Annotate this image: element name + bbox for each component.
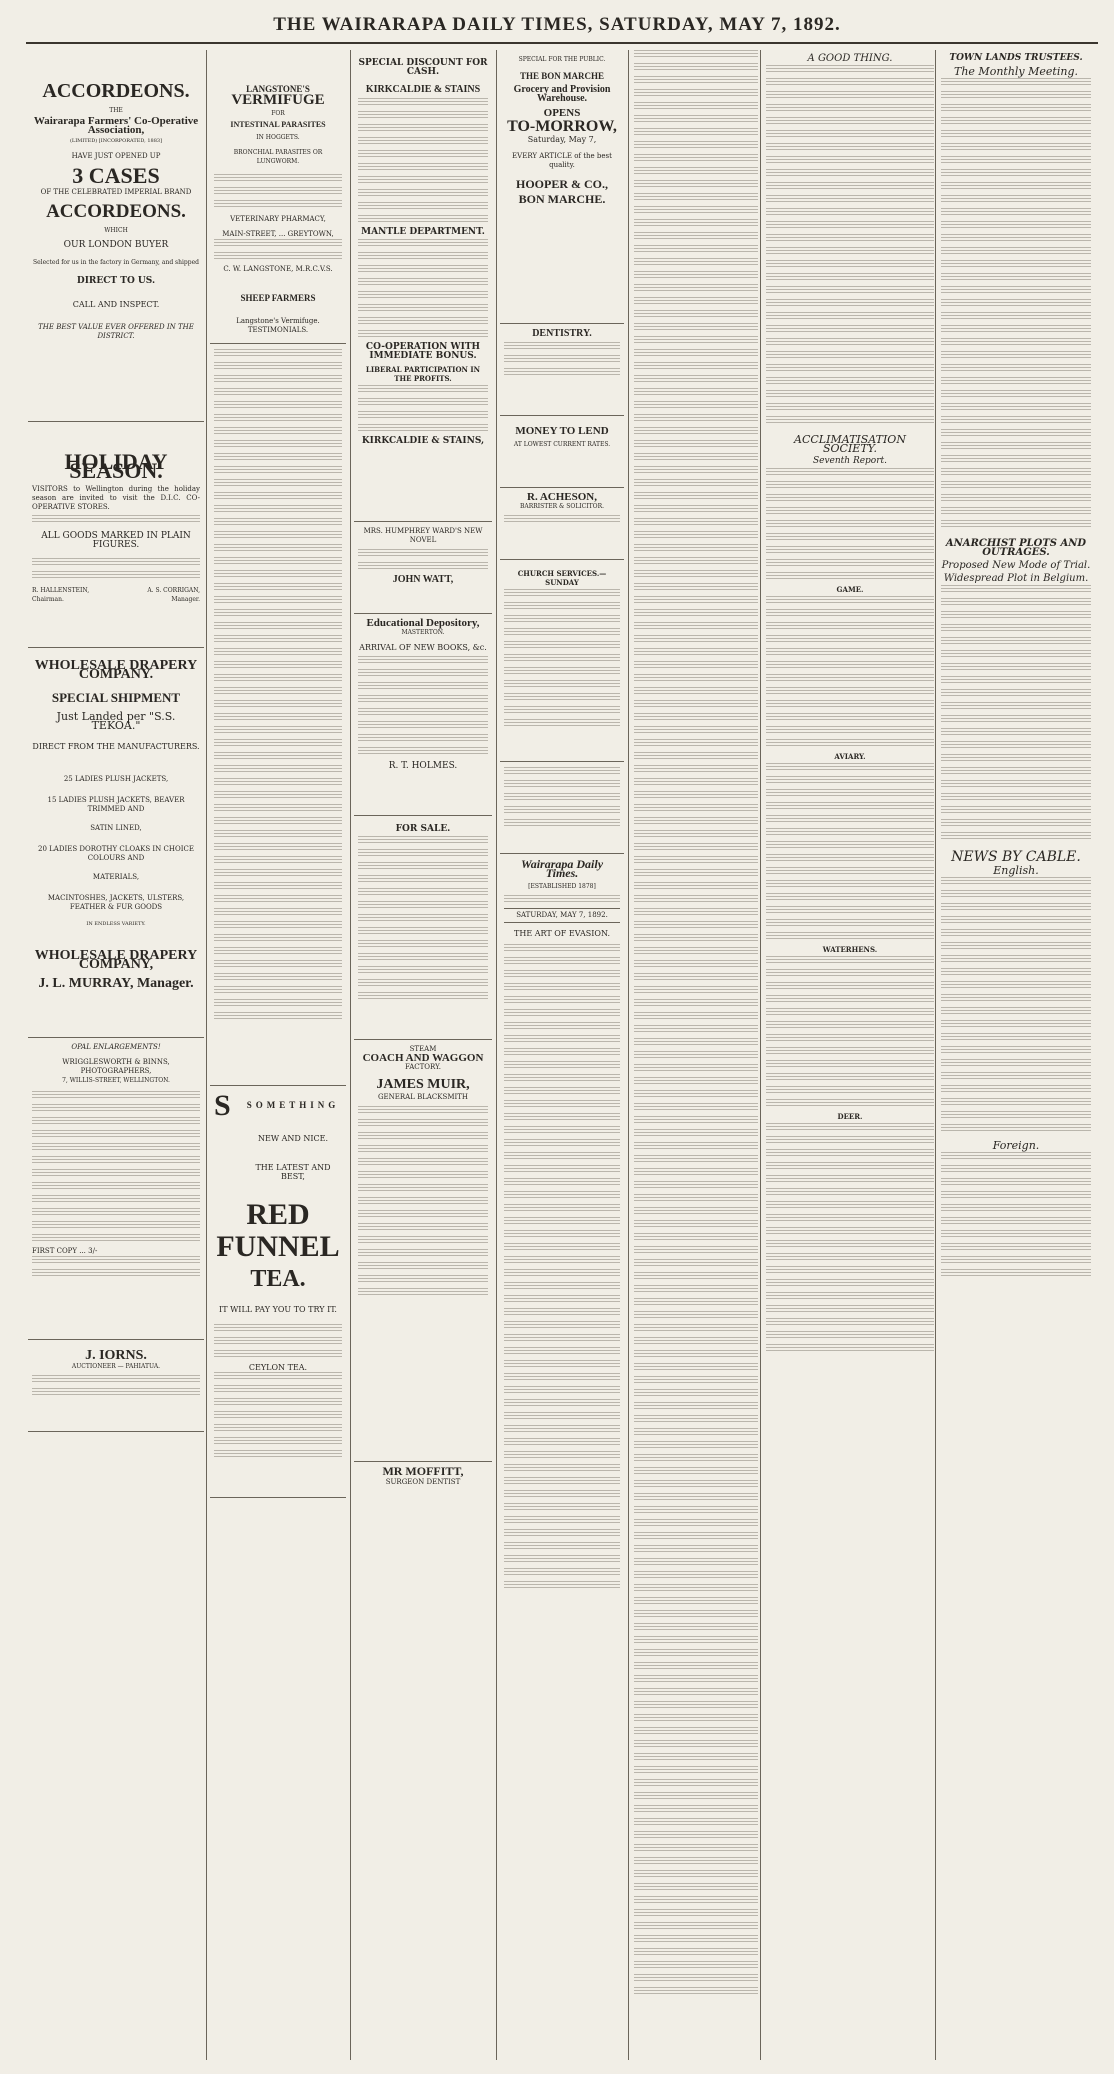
chairman-role: Chairman.	[32, 596, 64, 603]
column-rule	[628, 50, 629, 2060]
kirkcaldie-2: KIRKCALDIE & STAINS,	[361, 436, 485, 446]
which: WHICH	[104, 227, 128, 234]
column-3	[354, 50, 492, 2060]
ceylon: CEYLON TEA.	[248, 1363, 308, 1372]
mantle-dept: MANTLE DEPARTMENT.	[361, 227, 485, 237]
grocery: Grocery and Provision Warehouse.	[513, 84, 611, 104]
marked: ALL GOODS MARKED IN PLAIN FIGURES.	[41, 531, 191, 550]
educational: Educational Depository,	[366, 617, 480, 629]
latest: THE LATEST AND BEST,	[255, 1163, 331, 1181]
money-ad	[500, 416, 624, 488]
sheep: SHEEP FARMERS	[240, 293, 316, 303]
accordeons-title: ACCORDEONS.	[42, 80, 190, 102]
mackintosh: MACINTOSHES, JACKETS, ULSTERS, FEATHER & FUR GOODS	[47, 894, 185, 911]
moffitt-ad	[354, 1462, 492, 1533]
opal-ad	[28, 1038, 204, 1340]
for-sale-ad	[354, 816, 492, 1040]
masterton: MASTERTON.	[401, 629, 445, 636]
editorial-masthead	[500, 854, 624, 944]
materials: MATERIALS,	[92, 873, 140, 881]
game: GAME.	[836, 585, 864, 594]
accordeons-ad: ACCORDEONS. THE Wairarapa Farmers' Co-Operative Association, (LIMITED) [INCORPORATED, 1883] HAVE JUST OPENED UP 3 CASES OF THE CELEBRATED IMPERIAL BRAND ACCORDEONS. WHICH OUR LONDON BUYER Selected for us in the factory in Germany, and shipped DIRECT TO US. CALL AND INSPECT. THE BEST VALUE EVER OFFERED IN THE DISTRICT.	[28, 50, 204, 422]
special-discount: SPECIAL DISCOUNT FOR CASH.	[358, 58, 488, 77]
coach-ad	[354, 1040, 492, 1462]
column-2	[210, 50, 346, 2060]
wholesale-drapery-ad	[28, 648, 204, 1038]
church-services	[500, 560, 624, 762]
good-thing: A GOOD THING.	[807, 53, 893, 64]
first-copy: FIRST COPY ... 3/-	[32, 1247, 98, 1255]
testimonials: Langstone's Vermifuge. TESTIMONIALS.	[236, 317, 320, 334]
paper-title: Wairarapa Daily Times.	[520, 857, 604, 880]
factory: FACTORY.	[404, 1063, 442, 1071]
art-evasion: THE ART OF EVASION.	[514, 929, 610, 938]
town-lands: TOWN LANDS TRUSTEES.	[949, 53, 1083, 63]
cases: 3 CASES	[72, 163, 160, 188]
best-value: THE BEST VALUE EVER OFFERED IN THE DISTRICT.	[38, 323, 194, 340]
vermifuge-ad	[210, 50, 346, 344]
acheson: R. ACHESON,	[527, 491, 597, 503]
column-rule	[206, 50, 207, 2060]
intestinal: INTESTINAL PARASITES	[230, 120, 326, 129]
acheson-ad	[500, 488, 624, 560]
column-6	[764, 50, 936, 2060]
blacksmith: GENERAL BLACKSMITH	[377, 1093, 469, 1101]
date-line: SATURDAY, MAY 7, 1892.	[504, 908, 620, 923]
masthead-rule	[26, 42, 1098, 44]
moffitt: MR MOFFITT,	[382, 1464, 464, 1478]
editorial-body	[500, 944, 624, 1590]
testimonials-block	[210, 344, 346, 1086]
wriggles-address: 7, WILLIS-STREET, WELLINGTON.	[62, 1077, 170, 1084]
chairman-signature: R. HALLENSTEIN,	[32, 587, 90, 594]
wholesale-title-2: WHOLESALE DRAPERY COMPANY,	[34, 948, 198, 972]
column-1	[28, 50, 204, 2060]
bonmarche-2: BON MARCHE.	[518, 192, 606, 206]
dentistry-ad	[500, 324, 624, 416]
dolmans: 20 LADIES DOROTHY CLOAKS IN CHOICE COLOURS AND	[38, 845, 194, 862]
acclim: ACCLIMATISATION SOCIETY.	[794, 433, 906, 455]
barrister: BARRISTER & SOLICITOR.	[519, 503, 604, 510]
steam: STEAM	[409, 1045, 437, 1053]
direct: DIRECT TO US.	[76, 276, 156, 286]
selected: Selected for us in the factory in Germany, and shipped	[33, 259, 199, 266]
wriggles: WRIGGLESWORTH & BINNS, PHOTOGRAPHERS,	[62, 1058, 170, 1075]
new-nice: NEW AND NICE.	[257, 1134, 328, 1143]
column-7	[939, 50, 1093, 2060]
just-opened: HAVE JUST OPENED UP	[71, 152, 161, 160]
plush: 25 LADIES PLUSH JACKETS,	[63, 775, 169, 783]
arrival: ARRIVAL OF NEW BOOKS, &c.	[359, 643, 487, 652]
column-rule	[496, 50, 497, 2060]
veterinary: VETERINARY PHARMACY,	[230, 215, 326, 223]
kirkcaldie-ad	[354, 50, 492, 522]
masthead: THE WAIRARAPA DAILY TIMES, SATURDAY, MAY 7, 1892.	[273, 14, 841, 35]
news-cable: NEWS BY CABLE.	[951, 849, 1081, 865]
deer: DEER.	[837, 1112, 863, 1121]
special-shipment: SPECIAL SHIPMENT	[51, 690, 181, 705]
plush-mantles: 15 LADIES PLUSH JACKETS, BEAVER TRIMMED AND	[47, 796, 185, 813]
column-4	[500, 50, 624, 2060]
widespread: Widespread Plot in Belgium.	[943, 573, 1089, 584]
tomorrow: TO-MORROW,	[507, 118, 617, 135]
every: EVERY ARTICLE of the best quality.	[512, 152, 612, 169]
coach: COACH AND WAGGON	[362, 1052, 484, 1064]
association-note: (LIMITED) [INCORPORATED, 1883]	[69, 138, 163, 144]
cw-langstone: C. W. LANGSTONE, M.R.C.V.S.	[223, 265, 333, 273]
mainstreet: MAIN-STREET, ... GREYTOWN,	[222, 230, 334, 238]
auctioneer: AUCTIONEER — PAHIATUA.	[71, 1363, 161, 1370]
hoggets: IN HOGGETS.	[256, 134, 300, 141]
liberal: LIBERAL PARTICIPATION IN THE PROFITS.	[365, 365, 481, 383]
manager-signature: A. S. CORRIGAN,	[147, 587, 200, 594]
money: MONEY TO LEND	[515, 425, 609, 437]
waterhens: WATERHENS.	[822, 945, 878, 954]
jorns-ad	[28, 1340, 204, 1432]
saturday: Saturday, May 7,	[527, 135, 597, 144]
tea: TEA.	[250, 1266, 306, 1292]
anarchist: ANARCHIST PLOTS AND OUTRAGES.	[945, 538, 1087, 558]
novel-ad	[354, 522, 492, 614]
something: SOMETHING	[246, 1100, 340, 1110]
novel: MRS. HUMPHREY WARD'S NEW NOVEL	[363, 527, 483, 544]
holiday-title: HOLIDAY SEASON.	[64, 449, 168, 483]
red-funnel: RED FUNNEL	[216, 1198, 340, 1263]
red-funnel-ad: S SOMETHING NEW AND NICE. THE LATEST AND BEST, RED FUNNEL TEA. IT WILL PAY YOU TO TRY IT. CEYLON TEA.	[210, 1086, 346, 1498]
opal-title: OPAL ENLARGEMENTS!	[71, 1043, 161, 1051]
manager-role: Manager.	[171, 596, 200, 603]
from-mfr: DIRECT FROM THE MANUFACTURERS.	[32, 742, 200, 751]
holmes: R. T. HOLMES.	[388, 761, 458, 771]
established: [ESTABLISHED 1878]	[528, 883, 596, 890]
kirkcaldie: KIRKCALDIE & STAINS	[365, 84, 481, 95]
news-body	[634, 50, 758, 1996]
for: FOR	[271, 110, 285, 117]
aviary: AVIARY.	[834, 752, 866, 761]
james-muir: JAMES MUIR,	[376, 1077, 470, 1092]
accordeons-label: ACCORDEONS.	[46, 201, 186, 222]
endless: IN ENDLESS VARIETY.	[86, 921, 146, 927]
murray: J. L. MURRAY, Manager.	[38, 976, 194, 991]
celebrated: OF THE CELEBRATED IMPERIAL BRAND	[40, 188, 192, 196]
landed: Just Landed per "S.S. TEKOA."	[56, 710, 176, 732]
call: CALL AND INSPECT.	[72, 300, 160, 309]
bonmarche: THE BON MARCHE	[519, 71, 604, 81]
bonmarche-ad	[500, 50, 624, 324]
association-name: Wairarapa Farmers' Co-Operative Association,	[33, 115, 199, 136]
satin: SATIN LINED,	[90, 824, 142, 832]
english: English.	[993, 864, 1039, 877]
seventh: Seventh Report.	[812, 456, 888, 466]
lungworm: BRONCHIAL PARASITES OR LUNGWORM.	[233, 149, 323, 165]
column-5	[632, 50, 760, 2060]
will-pay: IT WILL PAY YOU TO TRY IT.	[219, 1305, 337, 1314]
monthly: The Monthly Meeting.	[954, 65, 1078, 78]
buyer: OUR LONDON BUYER	[63, 240, 169, 250]
proposed: Proposed New Mode of Trial.	[941, 560, 1091, 571]
rates: AT LOWEST CURRENT RATES.	[513, 441, 611, 448]
column-rule	[350, 50, 351, 2060]
educational-ad	[354, 614, 492, 816]
church: CHURCH SERVICES.—SUNDAY	[517, 569, 607, 587]
visitors-text: VISITORS to Wellington during the holiday season are invited to visit the D.I.C. CO-OPERATIVE STORES.	[32, 485, 200, 511]
vermifuge: VERMIFUGE	[231, 92, 325, 108]
john-watt: JOHN WATT,	[392, 574, 454, 585]
wholesale-title: WHOLESALE DRAPERY COMPANY.	[34, 658, 198, 682]
special-public: SPECIAL FOR THE PUBLIC.	[518, 56, 606, 63]
dentistry: DENTISTRY.	[532, 328, 592, 339]
langstone: LANGSTONE'S	[246, 84, 310, 94]
opens: OPENS	[543, 107, 581, 119]
surgeon-dentist: SURGEON DENTIST	[385, 1478, 461, 1486]
for-sale: FOR SALE.	[395, 824, 451, 834]
jorns: J. IORNS.	[85, 1348, 147, 1363]
cooperation: CO-OPERATION WITH IMMEDIATE BONUS.	[365, 342, 481, 361]
hooper: HOOPER & CO.,	[516, 177, 608, 191]
holiday-ad	[28, 422, 204, 648]
foreign: Foreign.	[992, 1139, 1040, 1152]
column-rule	[760, 50, 761, 2060]
misc-notices	[500, 762, 624, 854]
